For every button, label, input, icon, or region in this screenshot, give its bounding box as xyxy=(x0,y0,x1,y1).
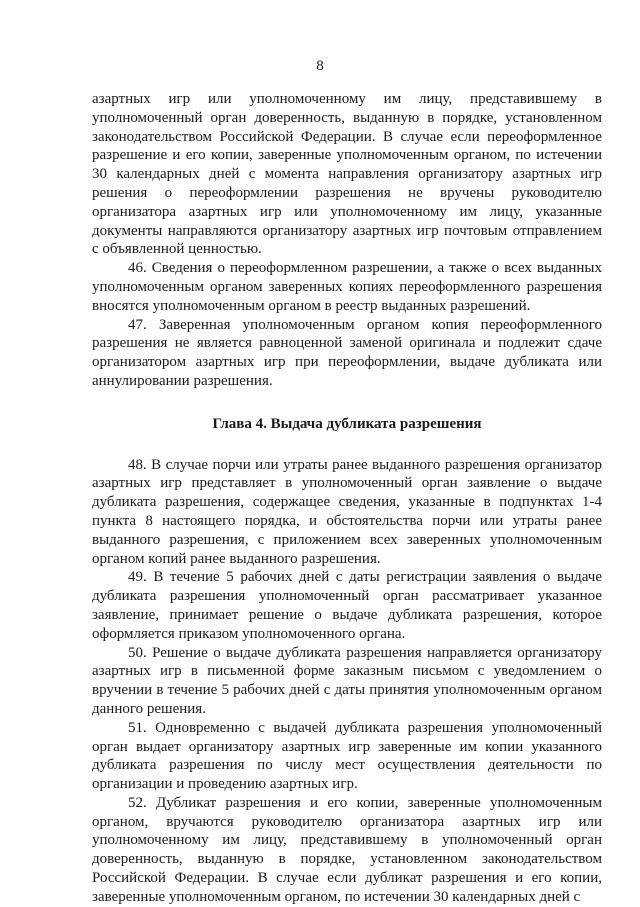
paragraph-continued: азартных игр или уполномоченному им лицу, представившему в уполномоченный орган доверенность, выданную в порядке, установленном законодательством Российской Федерации. В случае если переоформленное разрешение и его копии, заверенные уполномоченным органом, по истечении 30 календарных дней с момента направления организатору азартных игр решения о переоформлении разрешения не вручены руководителю организатора азартных игр или уполномоченному им лицу, указанные документы направляются организатору азартных игр почтовым отправлением с объявленной ценностью. xyxy=(92,91,602,258)
paragraph-49: 49. В течение 5 рабочих дней с даты регистрации заявления о выдаче дубликата разрешения уполномоченный орган рассматривает указанное заявление, принимает решение о выдаче дубликата разрешения, которое оформляется приказом уполномоченного органа. xyxy=(92,569,602,642)
paragraph-48: 48. В случае порчи или утраты ранее выданного разрешения организатор азартных игр представляет в уполномоченный орган заявление о выдаче дубликата разрешения, содержащее сведения, указанные в подпунктах 1-4 пункта 8 настоящего порядка, и обстоятельства порчи или утраты ранее выданного разрешения, с приложением всех заверенных уполномоченным органом копий ранее выданного разрешения. xyxy=(92,456,602,567)
paragraph-46: 46. Сведения о переоформленном разрешении, а также о всех выданных уполномоченным органом заверенных копиях переоформленного разрешения вносятся уполномоченным органом в реестр выданных разрешений. xyxy=(92,260,602,314)
chapter-title: Глава 4. Выдача дубликата разрешения xyxy=(212,415,482,432)
page-number: 8 xyxy=(316,58,324,74)
document-body xyxy=(92,90,602,907)
paragraph-47: 47. Заверенная уполномоченным органом копия переоформленного разрешения не является равноценной заменой оригинала и подлежит сдаче организатором азартных игр при переоформлении, выдаче дубликата или аннулировании разрешения. xyxy=(92,316,602,389)
paragraph-52: 52. Дубликат разрешения и его копии, заверенные уполномоченным органом, вручаются руководителю организатора азартных игр или уполномоченному им лицу, представившему в уполномоченный орган доверенность, выданную в порядке, установленном законодательством Российской Федерации. В случае если дубликат разрешения и его копии, заверенные уполномоченным органом, по истечении 30 календарных дней с xyxy=(92,794,602,905)
paragraph-50: 50. Решение о выдаче дубликата разрешения направляется организатору азартных игр в письменной форме заказным письмом с уведомлением о вручении в течение 5 рабочих дней с даты принятия уполномоченным органом данного решения. xyxy=(92,644,602,717)
paragraph-51: 51. Одновременно с выдачей дубликата разрешения уполномоченный орган выдает организатору азартных игр заверенные им копии указанного дубликата разрешения по числу мест осуществления деятельности по организации и проведению азартных игр. xyxy=(92,719,602,793)
